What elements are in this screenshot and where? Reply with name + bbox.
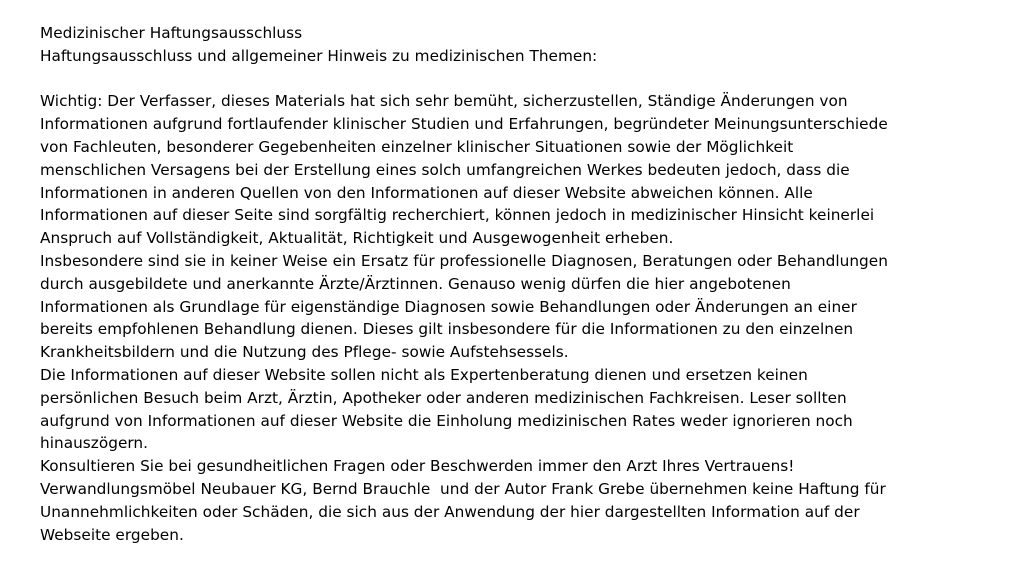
paragraph-no-substitute — [40, 250, 1015, 364]
text-line: Wichtig: Der Verfasser, dieses Materials hat sich sehr bemüht, sicherzustellen, Ständige Änderungen von — [40, 92, 848, 111]
paragraph-liability — [40, 478, 1015, 546]
text-line: Informationen aufgrund fortlaufender klinischer Studien und Erfahrungen, begründeter Meinungsunterschiede — [40, 115, 888, 134]
text-line: menschlichen Versagens bei der Erstellung eines solch umfangreichen Werkes bedeuten jedoch, dass die — [40, 160, 850, 179]
paragraph-no-expert-advice — [40, 364, 1015, 455]
paragraph-important-notice — [40, 90, 1015, 250]
text-line: Webseite ergeben. — [40, 525, 184, 544]
text-line: von Fachleuten, besonderer Gegebenheiten einzelner klinischer Situationen sowie der Möglichkeit — [40, 137, 794, 156]
text-line: Die Informationen auf dieser Website sollen nicht als Expertenberatung dienen und ersetzen keinen — [40, 365, 808, 384]
blank-line — [40, 68, 1015, 91]
text-line: Informationen auf dieser Seite sind sorgfältig recherchiert, können jedoch in medizinischer Hinsicht keinerlei — [40, 206, 875, 225]
document-title: Medizinischer Haftungsausschluss — [40, 24, 303, 42]
text-line: aufgrund von Informationen auf dieser Website die Einholung medizinischen Rates weder ignorieren noch — [40, 411, 853, 430]
text-line: durch ausgebildete und anerkannte Ärzte/Ärztinnen. Genauso wenig dürfen die hier angebotenen — [40, 274, 791, 293]
disclaimer-document — [40, 22, 1015, 546]
text-line: Unannehmlichkeiten oder Schäden, die sich aus der Anwendung der hier dargestellten Information auf der — [40, 502, 860, 521]
paragraph-consult-doctor — [40, 455, 1015, 478]
text-line: persönlichen Besuch beim Arzt, Ärztin, Apotheker oder anderen medizinischen Fachkreisen. Leser sollten — [40, 388, 847, 407]
text-line: Konsultieren Sie bei gesundheitlichen Fragen oder Beschwerden immer den Arzt Ihres Vertrauens! — [40, 457, 795, 476]
text-line: Insbesondere sind sie in keiner Weise ein Ersatz für professionelle Diagnosen, Beratungen oder Behandlungen — [40, 251, 888, 270]
text-line: Anspruch auf Vollständigkeit, Aktualität, Richtigkeit und Ausgewogenheit erheben. — [40, 229, 674, 248]
text-line: Informationen als Grundlage für eigenständige Diagnosen sowie Behandlungen oder Änderungen an einer — [40, 297, 857, 316]
text-line: Verwandlungsmöbel Neubauer KG, Bernd Brauchle und der Autor Frank Grebe übernehmen keine Haftung für — [40, 479, 886, 498]
text-line: Informationen in anderen Quellen von den Informationen auf dieser Website abweichen können. Alle — [40, 183, 813, 202]
document-subtitle: Haftungsausschluss und allgemeiner Hinweis zu medizinischen Themen: — [40, 46, 598, 65]
text-line: hinauszögern. — [40, 434, 149, 453]
text-line: bereits empfohlenen Behandlung dienen. Dieses gilt insbesondere für die Informationen zu den einzelnen — [40, 320, 854, 339]
text-line: Krankheitsbildern und die Nutzung des Pflege- sowie Aufstehsessels. — [40, 343, 569, 362]
